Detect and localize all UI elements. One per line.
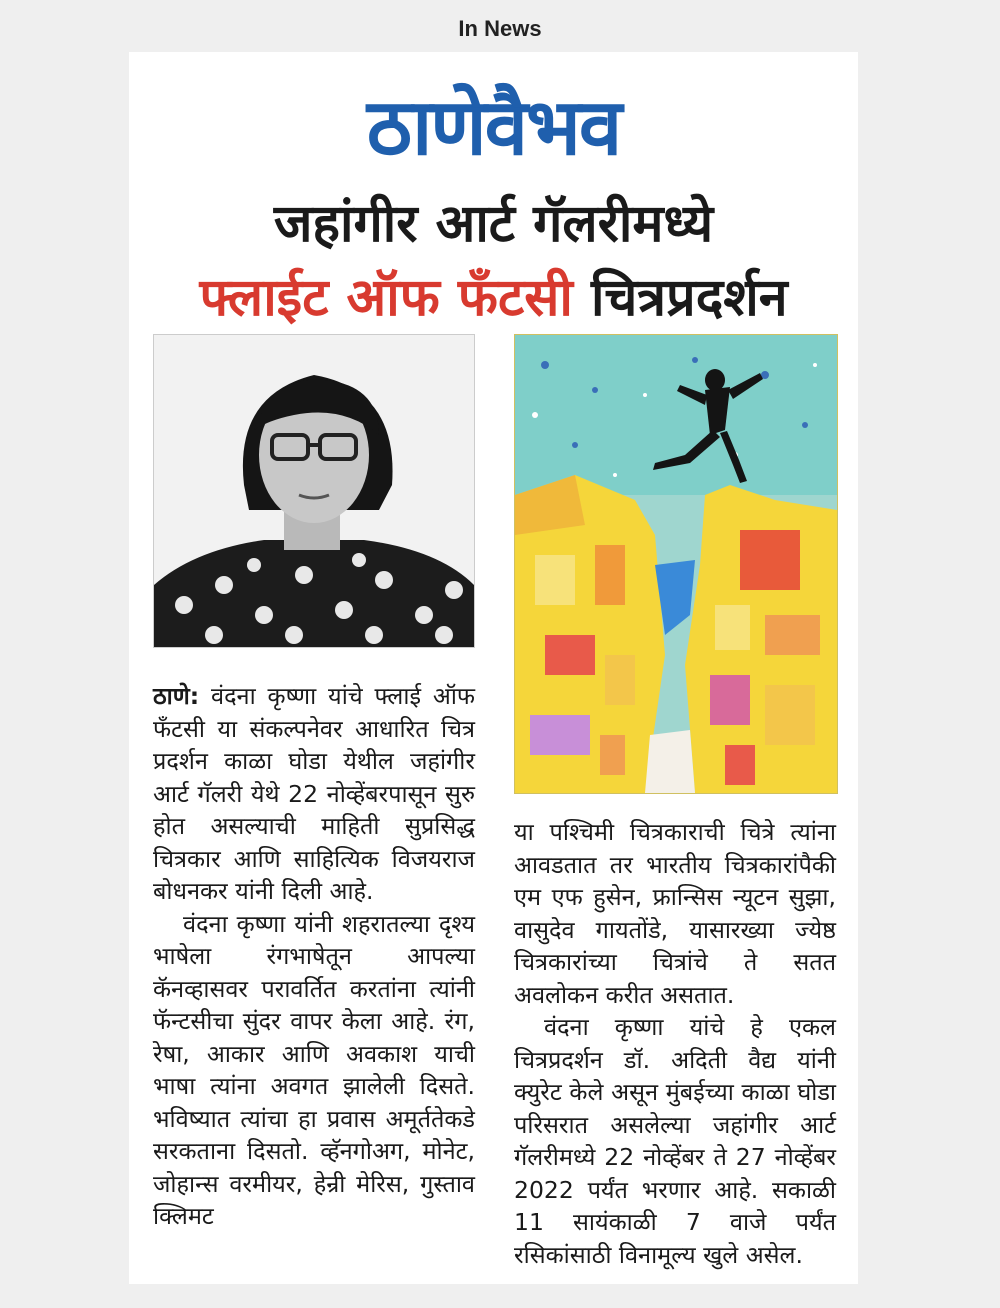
article-column-2	[514, 816, 836, 1271]
headline-line-2	[129, 266, 858, 330]
headline-rest: चित्रप्रदर्शन	[590, 268, 788, 328]
article-column-1	[153, 680, 475, 1233]
painting-image	[514, 334, 838, 794]
article-paragraph-1: वंदना कृष्णा यांचे फ्लाई ऑफ फँटसी या संकल्पनेवर आधारित चित्र प्रदर्शन काळा घोडा येथील जहांगीर आर्ट गॅलरी येथे 22 नोव्हेंबरपासून सुरु होत असल्याची माहिती सुप्रसिद्ध चित्रकार आणि साहित्यिक विजयराज बोधनकर यांनी दिली आहे.	[153, 682, 475, 905]
newspaper-masthead: ठाणेवैभव	[366, 83, 621, 173]
article-paragraph-2: वंदना कृष्णा यांनी शहरातल्या दृश्य भाषेला रंगभाषेतून आपल्या कॅनव्हासवर परावर्तित करतांना त्यांनी फॅन्टसीचा सुंदर वापर केला आहे. रंग, रेषा, आकार आणि अवकाश याची भाषा त्यांना अवगत झालेली दिसते. भविष्यात त्यांचा हा प्रवास अमूर्ततेकडे सरकताना दिसतो. व्हॅनगोअग, मोनेट, जोहान्स वरमीयर, हेन्री मेरिस, गुस्ताव क्लिमट	[153, 909, 475, 1230]
artist-portrait-photo	[153, 334, 475, 648]
article-dateline: ठाणे:	[153, 682, 200, 710]
news-clipping	[129, 52, 858, 1284]
article-paragraph-3: या पश्चिमी चित्रकाराची चित्रे त्यांना आवडतात तर भारतीय चित्रकारांपैकी एम एफ हुसेन, फ्रान्सिस न्यूटन सुझा, वासुदेव गायतोंडे, यासारख्या ज्येष्ठ चित्रकारांच्या चित्रांचे ते सतत अवलोकन करीत असतात.	[514, 818, 836, 1009]
headline-highlight: फ्लाईट ऑफ फँटसी	[199, 268, 573, 328]
article-paragraph-4: वंदना कृष्णा यांचे हे एकल चित्रप्रदर्शन डॉ. अदिती वैद्य यांनी क्युरेट केले असून मुंबईच्या काळा घोडा परिसरात असलेल्या जहांगीर आर्ट गॅलरीमध्ये 22 नोव्हेंबर ते 27 नोव्हेंबर 2022 पर्यंत भरणार आहे. सकाळी 11 सायंकाळी 7 वाजे पर्यंत रसिकांसाठी विनामूल्य खुले असेल.	[514, 1013, 836, 1269]
headline-line-1: जहांगीर आर्ट गॅलरीमध्ये	[273, 194, 714, 254]
page-label: In News	[458, 16, 542, 41]
